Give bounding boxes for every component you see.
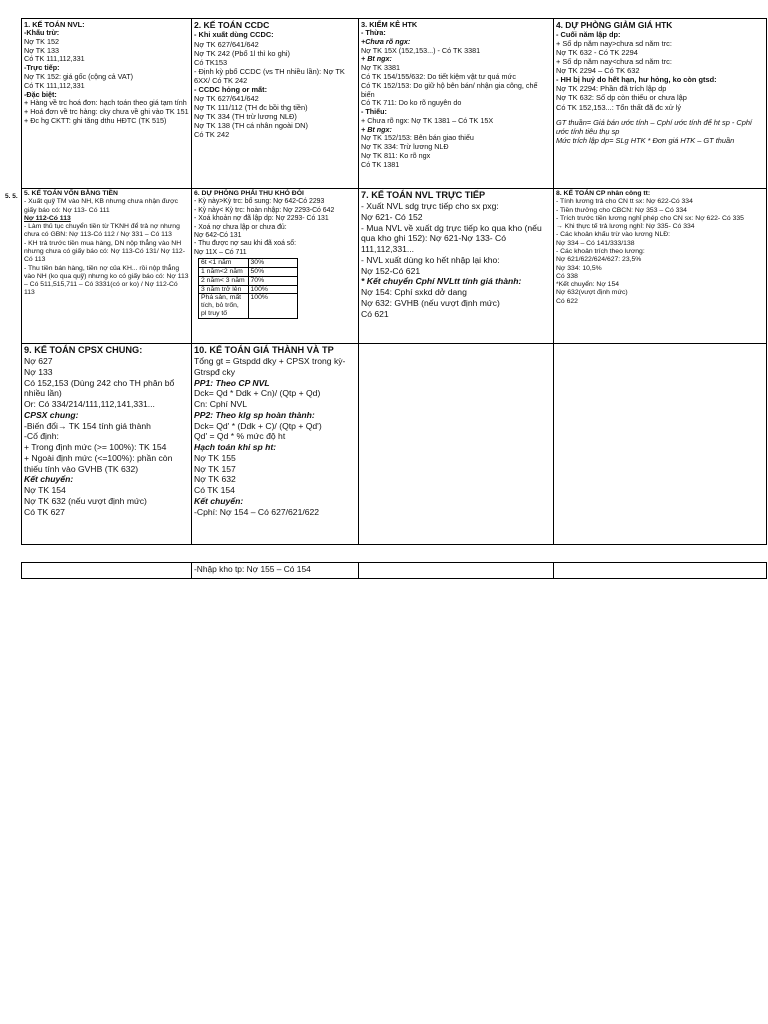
cell-lines [194,356,356,517]
cell-line: Nợ TK 157 [194,463,236,474]
cell-line: Có TK 152,153...: Tổn thất đã đc xử lý [556,102,682,112]
cell-line: Nợ 154: Cphí sxkd dở dang [361,287,467,298]
cell-line: Nợ 152-Có 621 [361,265,421,276]
cell-line: - Định kỳ pbổ CCDC (vs TH nhiều lần): Nợ TK 6XX/ Có TK 242 [194,66,345,85]
cell-line: Nợ TK 111/112 (TH đc bồi thg tiền) [194,102,308,112]
empty-cell [359,563,554,579]
cell-line: - Xoá nợ chưa lập or chưa đủ: [194,223,287,231]
cell-ke-toan-von-bang-tien [22,189,192,344]
cell-line: Or: Có 334/214/111,112,141,331... [24,399,155,410]
cell-line: Kết chuyển: [194,495,244,506]
cell-line: Kết chuyển: [24,474,74,485]
cell-line: Nợ 334 – Có 141/333/138 [556,239,635,247]
cell-line: - Xuất NVL sdg trực tiếp cho sx pxg: [361,201,499,212]
cell-title: 10. KẾ TOÁN GIÁ THÀNH VÀ TP [194,345,334,355]
cell-line: - HH bị huỷ do hết hạn, hư hỏng, ko còn gtsd: [556,75,717,85]
cell-line: Nợ 334: 10,5% [556,264,602,272]
cell-title: 4. DỰ PHÒNG GIẢM GIÁ HTK [556,20,673,30]
cell-line: Có TK 711: Do ko rõ nguyên do [361,98,462,108]
cell-line: - Các khoản trích theo lương: [556,247,645,255]
cell-line: Nợ TK 632 - Có TK 2294 [556,48,638,58]
table-row [22,189,767,344]
cell-line: Nợ TK 152 [24,36,59,46]
rate-cell: 100% [248,294,297,318]
cell-lines [24,198,189,297]
cell-line: Nợ 112-Có 113 [24,214,71,222]
cell-line: Có TK 111,112,331 [24,80,85,90]
cell-line: * Kết chuyển Cphí NVLtt tính giá thành: [361,276,522,287]
cell-line: - Tiền thưởng cho CBCN: Nợ 353 – Có 334 [556,206,687,214]
cell-line: Có TK 152/153: Do giữ hộ bên bán/ nhận gia công, chế biến [361,80,538,99]
cell-line: Có 338 [556,272,578,280]
cell-gia-thanh-tp [192,344,359,545]
table-row [199,276,298,285]
cell-line: PP2: Theo klg sp hoàn thành: [194,409,315,420]
cell-line: + Bt ngx: [361,54,392,64]
empty-cell [554,344,767,545]
cell-line: + Bt ngx: [361,124,392,134]
cell-line: Mức trích lập dp= SLg HTK * Đơn giá HTK – GT thuần [556,135,735,145]
cell-title: 8. KẾ TOÁN CP nhân công tt: [556,190,651,197]
cell-line: Nợ 621- Có 152 [361,211,423,222]
rate-cell: 50% [248,268,297,277]
cell-line: Nợ TK 133 [24,45,59,55]
cell-line: -Khấu trừ: [24,28,60,38]
nhap-kho-tp-cell: -Nhập kho tp: Nợ 155 – Có 154 [192,563,359,579]
cell-nvl-truc-tiep [359,189,554,344]
cell-line: + Hàng về trc hoá đơn: hạch toán theo giá tạm tính [24,98,187,108]
cell-lines [24,29,189,126]
cell-line: + Trong định mức (>= 100%): TK 154 [24,442,167,453]
cell-line: Có TK 1381 [361,159,400,169]
cell-line: Nợ TK 632 (nếu vượt định mức) [24,495,147,506]
cell-line: + Chưa rõ ngx: Nợ TK 1381 – Có TK 15X [361,115,494,125]
cell-line: - Xuất quỹ TM vào NH, KB nhưng chưa nhận được giấy báo có: Nợ 113- Có 111 [24,198,178,214]
cell-line: + Đc hg CKTT: ghi tăng dthu HĐTC (TK 515) [24,115,167,125]
cell-line: - Trích trước tiền lương nghỉ phép cho CN sx: Nợ 622- Có 335 [556,214,744,222]
cell-line: Nợ TK 242 (Pbổ 1l thì ko ghi) [194,48,290,58]
cell-line: - CCDC hỏng or mất: [194,84,268,94]
cell-line: Có TK153 [194,57,228,67]
cell-line: Dck= Qd' * (Ddk + C)/ (Qtp + Qd') [194,420,322,431]
cell-line: Nợ TK 138 (TH cá nhân ngoài DN) [194,120,308,130]
period-cell: 2 năm< 3 năm [199,276,249,285]
cell-line: Hạch toán khi sp ht: [194,442,277,453]
cell-line: Nợ 642-Có 131 [194,231,242,239]
cell-line: -Cố định: [24,431,59,442]
cell-line: -Cphí: Nợ 154 – Có 627/621/622 [194,506,320,517]
cell-line: -Đặc biệt: [24,89,57,99]
cell-line: Tổng gt = Gtspdd dky + CPSX trong kỳ- Gtrspđ cky [194,356,346,377]
cell-lines [361,201,551,319]
cell-cp-nhan-cong [554,189,767,344]
cell-line: Nợ TK 152: giá gốc (cộng cả VAT) [24,71,133,81]
cell-line: + Số dp năm nay>chưa sd năm trc: [556,39,672,49]
cell-kiem-ke-htk [359,19,554,189]
continuation-table [21,562,767,579]
accounting-summary-table [21,18,767,545]
cell-line: Có TK 242 [194,129,230,139]
cell-line: Cn: Cphí NVL [194,399,248,410]
cell-line: Có 622 [556,297,578,305]
rate-cell: 100% [248,285,297,294]
cell-line: Nợ TK 627/641/642 [194,93,259,103]
cell-title: 9. KẾ TOÁN CPSX CHUNG: [24,345,143,355]
period-cell: 3 năm trở lên [199,285,249,294]
cell-line: Nợ TK 155 [194,452,236,463]
table-row [22,563,767,579]
cell-line: - Thừa: [361,28,386,38]
cell-lines [556,198,764,306]
cell-line: - Tính lương trả cho CN tt sx: Nợ 622-Có 334 [556,198,693,206]
cell-line: Nợ TK 334: Trừ lương NLĐ [361,142,449,152]
cell-line: - Khi xuất dùng CCDC: [194,30,274,40]
cell-line: Nợ 632: GVHB (nếu vượt định mức) [361,297,500,308]
cell-line: -Trực tiếp: [24,63,60,73]
cell-line: Nợ 133 [24,366,53,377]
table-row [199,294,298,318]
cell-title: 2. KẾ TOÁN CCDC [194,20,270,30]
cell-line: - Xoá khoản nợ đã lập dp: Nợ 2293- Có 131 [194,215,329,223]
cell-line: + Hoá đơn về trc hàng: cky chưa về ghi vào TK 151 [24,107,189,117]
cell-lines [556,30,764,144]
cell-lines [24,356,189,517]
cell-line: - Các khoản khấu trừ vào lương NLĐ: [556,231,671,239]
cell-line: PP1: Theo CP NVL [194,377,270,388]
cell-line: - Thiếu: [361,107,387,117]
cell-line: - NVL xuất dùng ko hết nhập lại kho: [361,254,500,265]
cell-line: Nợ TK 627/641/642 [194,39,259,49]
cell-line: - Thu được nợ sau khi đã xoá sổ: [194,240,297,248]
cell-line: Nợ TK 334 (TH trừ lương NLĐ) [194,111,297,121]
cell-line: + Số dp năm nay<chưa sd năm trc: [556,57,672,67]
table-row [199,259,298,268]
cell-cpsx-chung [22,344,192,545]
cell-line: - Làm thủ tục chuyển tiền từ TKNH để trả nợ nhưng chưa có GBN: Nợ 113-Có 112 / Nợ 331 – Có 113 [24,223,180,239]
cell-line: GT thuần= Giá bán ước tính – Cphí ước tính để ht sp - Cphí ước tính tiêu thụ sp [556,117,752,136]
cell-du-phong-giam-gia-htk [554,19,767,189]
cell-line: Nợ TK 15X (152,153...) - Có TK 3381 [361,45,481,55]
cell-line: + Ngoài định mức (<=100%): phần còn thiếu tính vào GVHB (TK 632) [24,452,173,474]
cell-line: Nợ 11X – Có 711 [194,248,247,256]
cell-line: - Mua NVL về xuất dg trực tiếp ko qua kho (nếu qua kho ghi 152): Nợ 621-Nợ 133- Có 111,112,331... [361,222,542,255]
cell-line: → Khi thực tế trả lương nghỉ: Nợ 335- Có 334 [556,223,695,231]
cell-line: Qd' = Qd * % mức độ ht [194,431,286,442]
empty-cell [22,563,192,579]
cell-title: 1. KẾ TOÁN NVL: [24,20,85,29]
cell-title: 3. KIỂM KÊ HTK [361,20,418,29]
cell-line: Nợ TK 2294 – Có TK 632 [556,66,640,76]
cell-title: 6. DỰ PHÒNG PHẢI THU KHÓ ĐÒI [194,190,304,197]
cell-line: Dck= Qd * Ddk + Cn)/ (Qtp + Qd) [194,388,321,399]
cell-line: *Kết chuyển: Nợ 154 [556,281,620,289]
cell-line: Có TK 154/155/632: Do tiết kiệm vật tư quá mức [361,71,516,81]
cell-line: Nợ TK 632: Số dp còn thiếu or chưa lập [556,93,687,103]
cell-line: Nợ TK 811: Ko rõ ngx [361,150,431,160]
provision-rate-table [198,258,298,319]
row-number-label: 5. 5. [5,193,18,200]
cell-line: Nợ 621/622/624/627: 23,5% [556,256,642,264]
cell-line: - Kỳ này< Kỳ trc: hoàn nhập: Nợ 2293-Có 642 [194,206,335,214]
empty-cell [554,563,767,579]
cell-line: Có TK 154 [194,485,235,496]
cell-line: Có TK 627 [24,506,65,517]
cell-ke-toan-ccdc [192,19,359,189]
cell-line: Có 152,153 (Dùng 242 cho TH phân bổ nhiều lần) [24,377,175,399]
table-row [199,285,298,294]
cell-line: CPSX chung: [24,409,79,420]
cell-line: Nợ TK 154 [24,485,66,496]
table-row [22,344,767,545]
cell-line: Nợ 627 [24,356,53,367]
cell-line: Nợ TK 152/153: Bên bán giao thiếu [361,133,474,143]
cell-lines [194,30,356,138]
cell-line: Nợ TK 632 [194,474,236,485]
cell-line: - Cuối năm lập dp: [556,30,621,40]
cell-line: -Biến đổi→ TK 154 tính giá thành [24,420,151,431]
table-row [22,19,767,189]
cell-line: Nợ 632(vượt định mức) [556,289,628,297]
period-cell: Phá sản, mất tích, bỏ trốn, pl truy tố [199,294,249,318]
empty-cell [359,344,554,545]
cell-line: - Kỳ này>Kỳ trc: bổ sung: Nợ 642-Có 2293 [194,198,325,206]
period-cell: 6t <1 năm [199,259,249,268]
rate-cell: 30% [248,259,297,268]
cell-line: Nợ TK 2294: Phần đã trích lập dp [556,84,667,94]
rate-cell: 70% [248,276,297,285]
cell-lines [194,198,356,257]
cell-ke-toan-nvl [22,19,192,189]
cell-line: Nợ TK 3381 [361,63,400,73]
cell-line: Có TK 111,112,331 [24,54,85,64]
cell-du-phong-phai-thu [192,189,359,344]
cell-title: 7. KẾ TOÁN NVL TRỰC TIẾP [361,190,486,200]
cell-line: - Thu tiền bán hàng, tiền nợ của KH... rồi nộp thẳng vào NH (ko qua quỹ) nhưng ko có giấy báo có: Nợ 113 – Có 511,515,711 – Có 3331(có or ko) / Nợ 112-Có 113 [24,264,189,297]
cell-line: Có 621 [361,308,389,319]
cell-line: +Chưa rõ ngx: [361,36,411,46]
cell-line: - KH trả trước tiền mua hàng, DN nộp thẳng vào NH nhưng chưa có giấy báo có: Nợ 113-Có 131/ Nợ 112- Có 113 [24,239,185,264]
table-row [199,268,298,277]
cell-title: 5. KẾ TOÁN VỐN BẰNG TIỀN [24,190,118,197]
period-cell: 1 năm<2 năm [199,268,249,277]
cell-lines [361,29,551,170]
